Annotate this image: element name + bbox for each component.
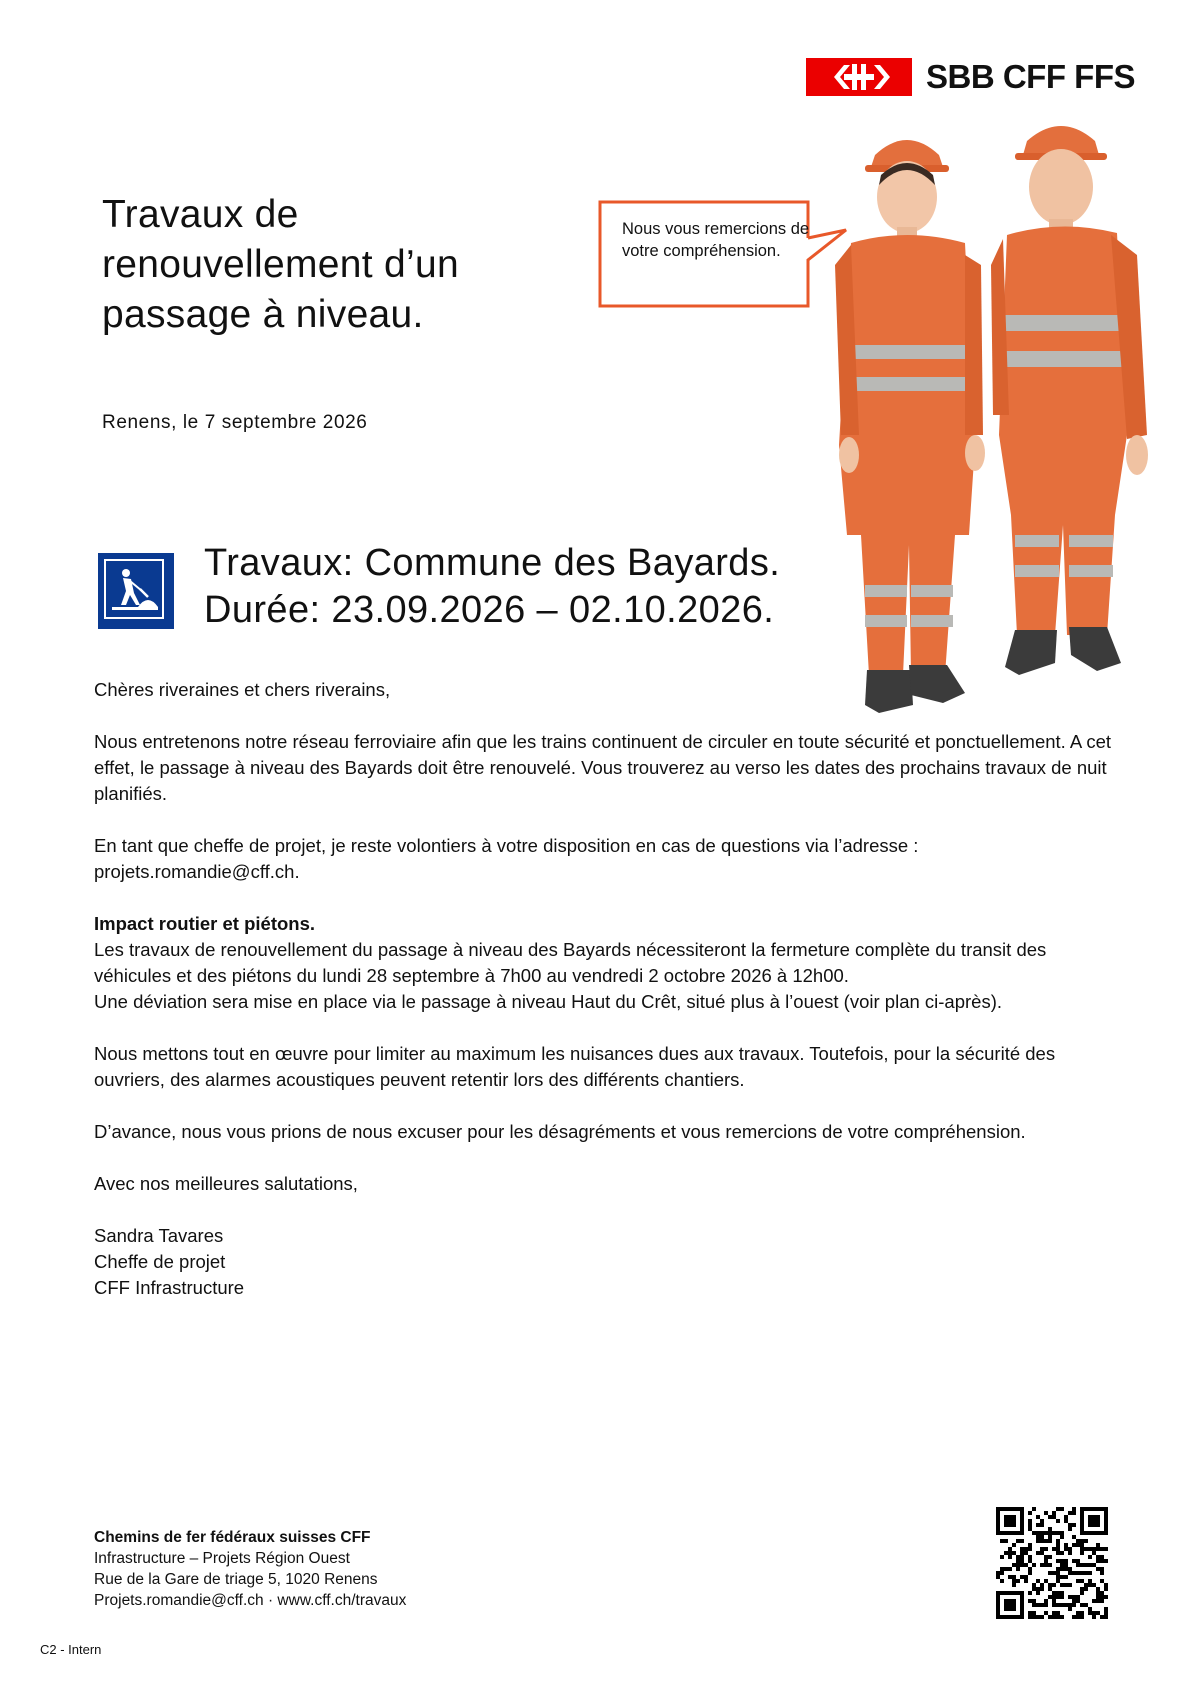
- works-location: Travaux: Commune des Bayards.: [204, 542, 781, 584]
- letter-body: [94, 677, 1124, 1327]
- speech-bubble: [598, 200, 818, 306]
- signature-name: Sandra Tavares: [94, 1225, 224, 1246]
- paragraph-intro: Nous entretenons notre réseau ferroviaire afin que les trains continuent de circuler en toute sécurité et ponctuellement. A cet effet, le passage à niveau des Bayards doit être renouvelé. Vous trouverez au verso les dates des prochains travaux de nuit planifiés.: [94, 731, 1112, 804]
- place-date: Renens, le 7 septembre 2026: [102, 412, 368, 433]
- impact-heading: Impact routier et piétons.: [94, 913, 316, 934]
- impact-section: [94, 911, 1124, 1015]
- sbb-wordmark: SBB CFF FFS: [926, 58, 1135, 95]
- paragraph-nuisance: Nous mettons tout en œuvre pour limiter au maximum les nuisances dues aux travaux. Toutefois, pour la sécurité des ouvriers, des alarmes acoustiques peuvent retentir lors des différents chantiers.: [94, 1043, 1056, 1090]
- title-line: Travaux de: [102, 193, 299, 236]
- signature-org: CFF Infrastructure: [94, 1277, 245, 1298]
- roadworks-sign-icon: [98, 553, 174, 629]
- signature: [94, 1223, 1124, 1301]
- title-line: passage à niveau.: [102, 293, 424, 336]
- footer: [94, 1527, 406, 1611]
- closing: Avec nos meilleures salutations,: [94, 1173, 358, 1194]
- footer-org: Chemins de fer fédéraux suisses CFF: [94, 1529, 371, 1546]
- workers-illustration: [815, 115, 1175, 725]
- bubble-text: Nous vous remercions de votre compréhension.: [622, 220, 810, 260]
- impact-detour: Une déviation sera mise en place via le passage à niveau Haut du Crêt, situé plus à l’ouest (voir plan ci-après).: [94, 991, 1003, 1012]
- sbb-arrows-icon: [806, 58, 912, 96]
- sbb-logo: [806, 58, 1162, 96]
- page-title: [102, 190, 562, 340]
- qr-code-icon[interactable]: [996, 1507, 1108, 1619]
- works-title: [204, 540, 780, 634]
- title-line: renouvellement d’un: [102, 243, 459, 286]
- footer-contact: Projets.romandie@cff.ch · www.cff.ch/travaux: [94, 1592, 407, 1609]
- worker-left: [835, 140, 985, 713]
- works-duration: Durée: 23.09.2026 – 02.10.2026.: [204, 589, 775, 631]
- worker-right: [991, 126, 1148, 675]
- paragraph-apology: D’avance, nous vous prions de nous excuser pour les désagréments et vous remercions de votre compréhension.: [94, 1121, 1026, 1142]
- footer-dept: Infrastructure – Projets Région Ouest: [94, 1550, 350, 1567]
- footer-address: Rue de la Gare de triage 5, 1020 Renens: [94, 1571, 378, 1588]
- paragraph-contact: En tant que cheffe de projet, je reste volontiers à votre disposition en cas de questions via l’adresse : projets.romandie@cff.ch.: [94, 835, 919, 882]
- signature-role: Cheffe de projet: [94, 1251, 226, 1272]
- greeting: Chères riveraines et chers riverains,: [94, 679, 391, 700]
- classification-label: C2 - Intern: [40, 1642, 102, 1657]
- impact-text: Les travaux de renouvellement du passage à niveau des Bayards nécessiteront la fermeture complète du transit des véhicules et des piétons du lundi 28 septembre à 7h00 au vendredi 2 octobre 2026 à 12h00.: [94, 939, 1047, 986]
